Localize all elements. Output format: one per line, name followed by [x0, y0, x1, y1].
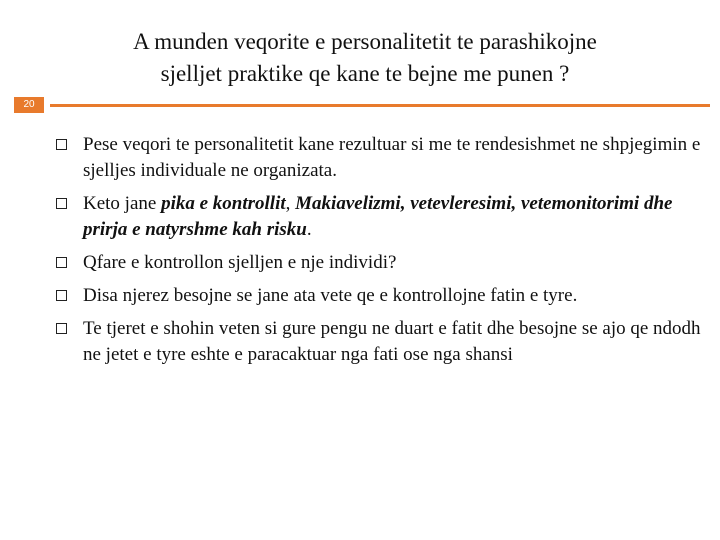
bullet-term-list: Makiavelizmi, vetevleresimi, vetemonitorimi dhe prirja e natyrshme kah risku [83, 193, 673, 240]
bullet-text-prefix: Keto jane [83, 193, 162, 214]
square-bullet-icon [56, 198, 67, 209]
square-bullet-icon [56, 257, 67, 268]
slide-title-line-1: A munden veqorite e personalitetit te parashikojne [133, 29, 597, 54]
bullet-item [50, 316, 715, 368]
bullet-list [50, 132, 715, 375]
bullet-text: Disa njerez besojne se jane ata vete qe e kontrollojne fatin e tyre. [83, 285, 578, 306]
bullet-term-locus-of-control: pika e kontrollit [161, 193, 286, 214]
divider-bar [50, 104, 710, 107]
slide-title-line-2: sjelljet praktike qe kane te bejne me punen ? [160, 61, 570, 86]
bullet-item [50, 132, 715, 184]
bullet-text: Pese veqori te personalitetit kane rezultuar si me te rendesishmet ne shpjegimin e sjelljes individuale ne organizata. [83, 134, 701, 181]
header-rule [0, 97, 720, 113]
bullet-text-separator: , [285, 193, 296, 214]
square-bullet-icon [56, 323, 67, 334]
bullet-text: Te tjeret e shohin veten si gure pengu ne duart e fatit dhe besojne se ajo qe ndodh ne jetet e tyre eshte e paracaktuar nga fati ose nga shansi [83, 318, 701, 365]
bullet-item [50, 250, 715, 276]
square-bullet-icon [56, 290, 67, 301]
bullet-text: Qfare e kontrollon sjelljen e nje individi? [83, 252, 397, 273]
square-bullet-icon [56, 139, 67, 150]
bullet-item [50, 283, 715, 309]
bullet-item [50, 191, 715, 243]
bullet-text-suffix: . [306, 219, 312, 240]
page-number: 20 [14, 97, 44, 113]
slide-title [40, 26, 690, 90]
